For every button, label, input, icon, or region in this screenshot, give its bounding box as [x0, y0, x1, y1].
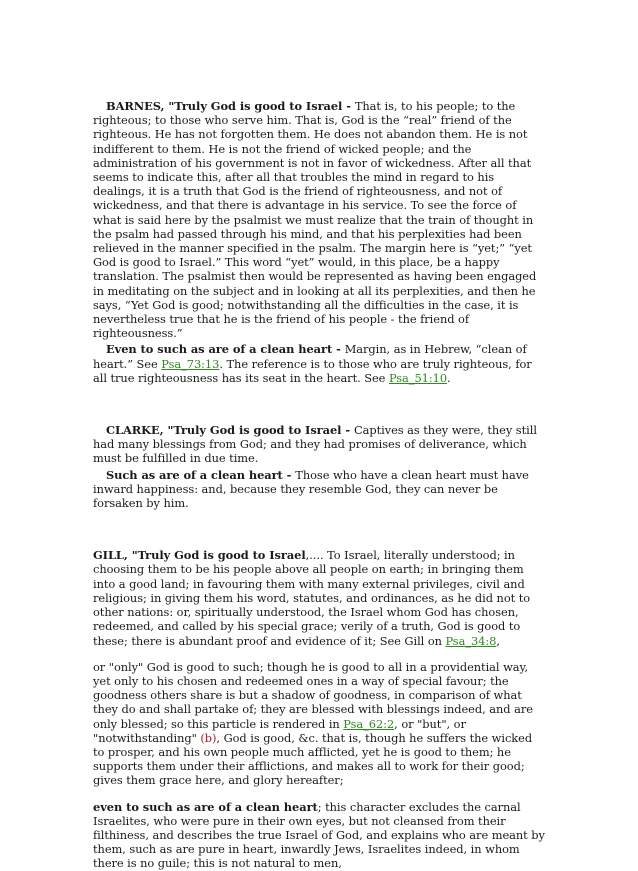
clarke-clean-heart-heading: Such as are of a clean heart - — [106, 467, 296, 482]
scripture-link-psa-34-8[interactable]: Psa_34:8 — [445, 633, 497, 648]
gill-clean-heart-heading: even to such as are of a clean heart — [93, 799, 318, 814]
gill-only-text: or "only" God is good to such; though he is good to all in a providential way, yet only to his chosen and redeemed ones in a way of special favour; the goodness others share is but a shadow of goodness, in comparison of what they do and shall partake of; they are blessed with blessings indeed, and are only blessed; so this particle is rendered in — [93, 659, 533, 731]
gill-heading: GILL, "Truly God is good to Israel — [93, 548, 306, 563]
gill-paragraph — [93, 548, 545, 647]
gill-text: ,.... To Israel, literally understood; in choosing them to be his people above all people on earth; in bringing them into a good land; in favouring them with many external privileges, civil and religious; in giving them his word, statutes, and ordinances, as he did not to other nations: or, spiritually understood, the Israel whom God has chosen, redeemed, and called by his special grace; verily of a truth, God is good to these; there is abundant proof and evidence of it; See Gill on — [93, 548, 531, 648]
clarke-clean-heart-paragraph — [93, 468, 545, 511]
barnes-clean-heart-text: Margin, as in Hebrew, “clean of heart.” See — [93, 342, 527, 371]
clarke-heading: CLARKE, "Truly God is good to Israel - — [106, 423, 354, 438]
gill-clean-heart-text: ; this character excludes the carnal Israelites, who were pure in their own eyes, but not cleansed from their filthiness, and describes the true Israel of God, and explains who are meant by them, such as are pure in heart, inwardly Jews, Israelites indeed, in whom there is no guile; this is not natural to men, — [93, 799, 545, 871]
gill-only-text-2: , or "but", or "notwithstanding" — [93, 716, 466, 745]
scripture-link-psa-51-10[interactable]: Psa_51:10 — [388, 370, 448, 385]
scripture-link-psa-73-13[interactable]: Psa_73:13 — [161, 356, 220, 371]
barnes-heading: BARNES, "Truly God is good to Israel - — [106, 99, 355, 113]
clarke-text: Captives as they were, they still had many blessings from God; and they had promises of deliverance, which must be fulfilled in due time. — [93, 423, 537, 466]
gill-text-end: , — [496, 633, 500, 648]
barnes-clean-heart-paragraph — [93, 342, 545, 385]
clarke-paragraph — [93, 423, 545, 466]
barnes-paragraph — [93, 99, 545, 340]
commentary-page — [93, 99, 545, 871]
scripture-link-psa-62-2[interactable]: Psa_62:2 — [343, 716, 395, 731]
gill-clean-heart-paragraph — [93, 800, 545, 871]
barnes-clean-heart-text-3: . — [447, 370, 451, 385]
footnote-marker[interactable]: (b) — [200, 730, 217, 745]
barnes-clean-heart-text-2: . The reference is to those who are truly righteous, for all true righteousness has its seat in the heart. See — [93, 356, 532, 385]
gill-only-text-3: , God is good, &c. that is, though he suffers the wicked to prosper, and his own people much afflicted, yet he is good to them; he supports them under their afflictions, and makes all to work for their good; gives them grace here, and glory hereafter; — [93, 730, 533, 788]
barnes-clean-heart-heading: Even to such as are of a clean heart - — [106, 342, 345, 357]
barnes-text: That is, to his people; to the righteous; to those who serve him. That is, God is the “real” friend of the righteous. He has not forgotten them. He does not abandon them. He is not indifferent to them. He is not the friend of wicked people; and the administration of his government is not in favor of wickedness. After all that seems to indicate this, after all that troubles the mind in regard to his dealings, it is a truth that God is the friend of righteousness, and not of wickedness, and that there is advantage in his service. To see the force of what is said here by the psalmist we must realize that the train of thought in the psalm had passed through his mind, and that his perplexities had been relieved in the manner specified in the psalm. The margin here is “yet;” “yet God is good to Israel.” This word “yet” would, in this place, be a happy translation. The psalmist then would be represented as having been engaged in meditating on the subject and in looking at all its perplexities, and then he says, “Yet God is good; notwithstanding all the difficulties in the case, it is nevertheless true that he is the friend of his people - the friend of righteousness.” — [93, 99, 537, 341]
clarke-clean-heart-text: Those who have a clean heart must have inward happiness: and, because they resemble God, they can never be forsaken by him. — [93, 467, 529, 511]
gill-only-paragraph — [93, 660, 545, 788]
